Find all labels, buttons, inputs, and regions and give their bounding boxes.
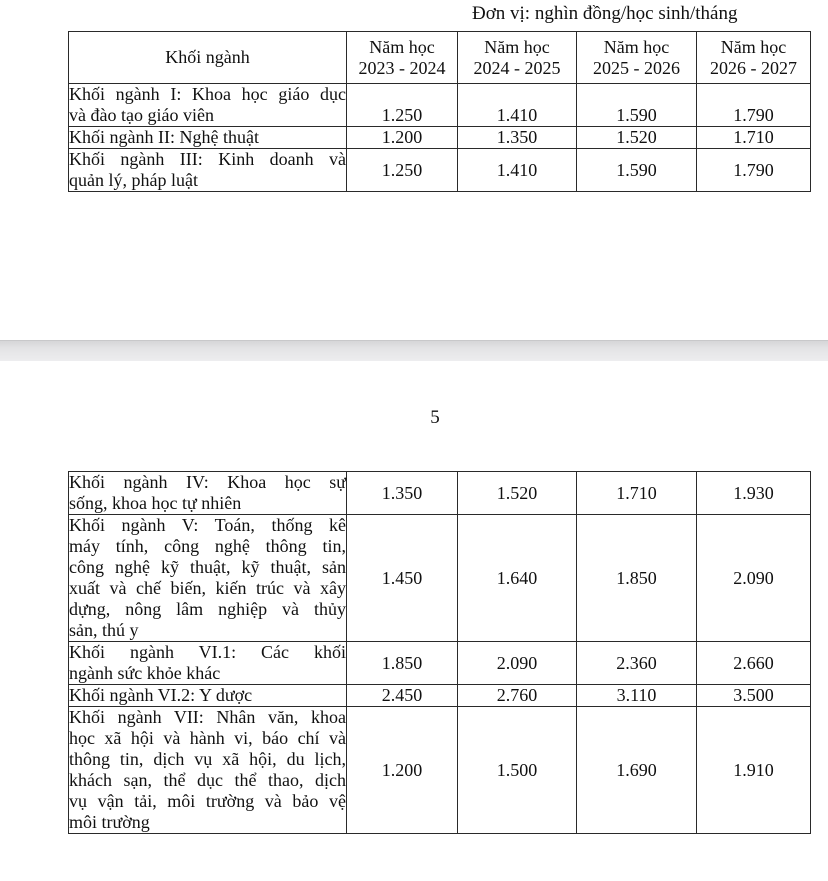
group-name (69, 685, 347, 707)
group-name-line: Khối ngành IV: Khoa học sự (69, 472, 346, 492)
table-row (69, 515, 811, 642)
fee-value: 1.350 (347, 472, 458, 515)
fee-value: 1.590 (577, 149, 697, 192)
group-name (69, 642, 347, 685)
fee-value: 1.590 (577, 84, 697, 127)
fee-value: 2.360 (577, 642, 697, 685)
group-name-line: môi trường (69, 812, 150, 832)
table-row (69, 472, 811, 515)
group-name-line: sản, thú y (69, 620, 139, 640)
page-number: 5 (430, 407, 440, 428)
group-name-line: Khối ngành VI.2: Y dược (69, 685, 253, 705)
fee-value: 2.090 (697, 515, 811, 642)
fee-value: 1.690 (577, 707, 697, 834)
header-year: Năm học 2025 - 2026 (577, 32, 697, 84)
fee-value: 1.520 (458, 472, 577, 515)
header-group: Khối ngành (69, 32, 347, 84)
group-name (69, 127, 347, 149)
group-name (69, 472, 347, 515)
table-row (69, 127, 811, 149)
group-name-line: Khối ngành V: Toán, thống kê (69, 515, 346, 535)
unit-note: Đơn vị: nghìn đồng/học sinh/tháng (472, 3, 738, 24)
fee-value: 1.710 (577, 472, 697, 515)
header-year: Năm học 2023 - 2024 (347, 32, 458, 84)
fee-value: 1.500 (458, 707, 577, 834)
table-row (69, 149, 811, 192)
group-name (69, 515, 347, 642)
fee-value: 1.710 (697, 127, 811, 149)
fee-value: 1.410 (458, 149, 577, 192)
table-row (69, 642, 811, 685)
fee-value: 3.500 (697, 685, 811, 707)
fee-value: 1.200 (347, 707, 458, 834)
fee-value: 1.850 (347, 642, 458, 685)
group-name-line: khách sạn, thể dục thể thao, dịch (69, 770, 346, 790)
group-name-line: thông tin, dịch vụ xã hội, du lịch, (69, 749, 346, 769)
group-name-line: và đào tạo giáo viên (69, 105, 214, 125)
group-name-line: Khối ngành II: Nghệ thuật (69, 127, 259, 147)
fee-value: 1.450 (347, 515, 458, 642)
fee-value: 1.790 (697, 84, 811, 127)
group-name-line: ngành sức khỏe khác (69, 663, 221, 683)
fee-value: 1.910 (697, 707, 811, 834)
group-name-line: vụ vận tải, môi trường và bảo vệ (69, 791, 346, 811)
fee-value: 1.200 (347, 127, 458, 149)
header-year: Năm học 2024 - 2025 (458, 32, 577, 84)
fee-value: 1.520 (577, 127, 697, 149)
group-name-line: Khối ngành VII: Nhân văn, khoa (69, 707, 346, 727)
fee-value: 1.640 (458, 515, 577, 642)
table-row (69, 84, 811, 127)
group-name-line: học xã hội và hành vi, báo chí và (69, 728, 346, 748)
fee-value: 1.410 (458, 84, 577, 127)
group-name-line: Khối ngành VI.1: Các khối (69, 642, 346, 662)
fee-value: 2.090 (458, 642, 577, 685)
page-separator (0, 340, 828, 361)
table-row (69, 685, 811, 707)
group-name-line: xuất và chế biến, kiến trúc và xây (69, 578, 346, 598)
group-name-line: dựng, nông lâm nghiệp và thủy (69, 599, 346, 619)
fee-value: 2.760 (458, 685, 577, 707)
group-name (69, 84, 347, 127)
table-row (69, 707, 811, 834)
group-name-line: công nghệ kỹ thuật, kỹ thuật, sản (69, 557, 346, 577)
fee-value: 2.450 (347, 685, 458, 707)
group-name-line: Khối ngành III: Kinh doanh và (69, 149, 346, 169)
fee-value: 3.110 (577, 685, 697, 707)
table-header-row (69, 32, 811, 84)
tuition-table-top (68, 31, 811, 192)
group-name (69, 707, 347, 834)
fee-value: 1.930 (697, 472, 811, 515)
group-name-line: quản lý, pháp luật (69, 170, 198, 190)
group-name-line: máy tính, công nghệ thông tin, (69, 536, 346, 556)
tuition-table-bottom (68, 471, 811, 834)
header-year: Năm học 2026 - 2027 (697, 32, 811, 84)
group-name (69, 149, 347, 192)
fee-value: 1.350 (458, 127, 577, 149)
fee-value: 1.250 (347, 84, 458, 127)
fee-value: 1.790 (697, 149, 811, 192)
fee-value: 2.660 (697, 642, 811, 685)
group-name-line: Khối ngành I: Khoa học giáo dục (69, 84, 346, 104)
group-name-line: sống, khoa học tự nhiên (69, 493, 242, 513)
fee-value: 1.250 (347, 149, 458, 192)
fee-value: 1.850 (577, 515, 697, 642)
